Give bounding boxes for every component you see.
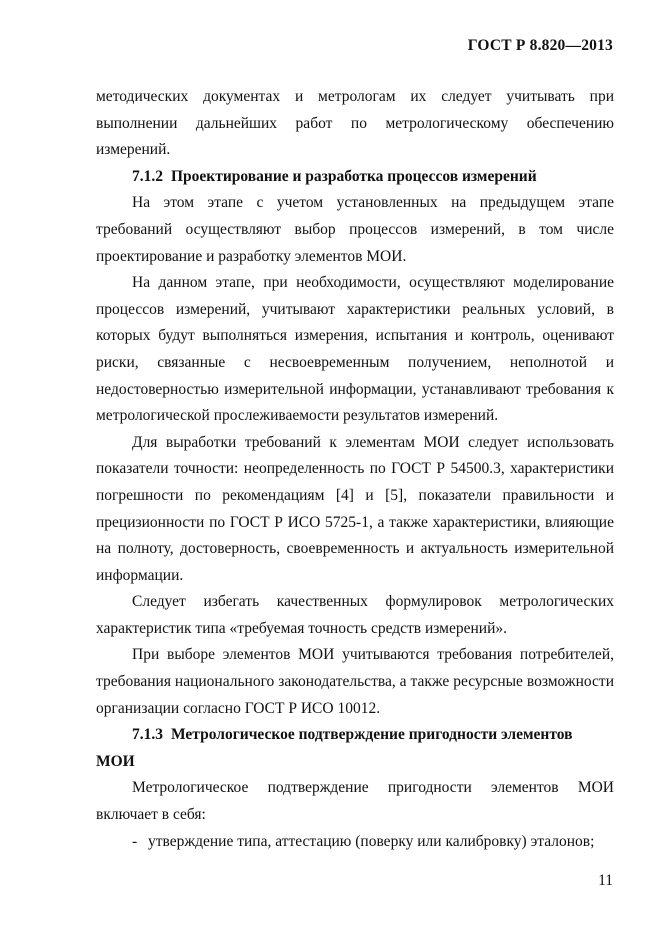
paragraph-continuation: методических документах и метрологам их следует учитывать при выполнении дальнейших работ по метрологическому обеспечению измерений. [96,88,614,159]
section-title: Проектирование и разработка процессов измерений [171,167,537,185]
paragraph: Для выработки требований к элементам МОИ следует использовать показатели точности: неопределенность по ГОСТ Р 54500.3, характеристики погрешности по рекомендациям [4] и [5], показатели правильности и прецизионности по ГОСТ Р ИСО 5725-1, а также характеристики, влияющие на полноту, достоверность, своевременность и актуальность измерительной информации. [96,433,614,584]
paragraph: При выборе элементов МОИ учитываются требования потребителей, требования национального законодательства, а также ресурсные возможности организации согласно ГОСТ Р ИСО 10012. [96,646,614,717]
document-code: ГОСТ Р 8.820—2013 [467,37,613,54]
paragraph: Метрологическое подтверждение пригодности элементов МОИ включает в себя: [96,779,614,824]
section-heading-7-1-2 [96,164,614,191]
section-number: 7.1.2 [132,167,163,185]
paragraph: На данном этапе, при необходимости, осуществляют моделирование процессов измерений, учитывают характеристики реальных условий, в которых будут выполняться измерения, испытания и контроль, оценивают риски, связанные с несвоевременным получением, неполнотой и недостоверностью измерительной информации, устанавливают требования к метрологической прослеживаемости результатов измерений. [96,274,614,425]
section-number: 7.1.3 [132,726,163,744]
list-item-text: утверждение типа, аттестацию (поверку или калибровку) эталонов; [148,832,595,850]
section-heading-7-1-3 [96,722,614,775]
paragraph: На этом этапе с учетом установленных на предыдущем этапе требований осуществляют выбор процессов измерений, в том числе проектирование и разработку элементов МОИ. [96,194,614,265]
page-body [96,84,614,855]
page-number: 11 [598,872,613,889]
list-bullet: - [132,832,138,850]
list-item [96,829,614,856]
paragraph: Следует избегать качественных формулировок метрологических характеристик типа «требуемая точность средств измерений». [96,593,614,637]
section-title: Метрологическое подтверждение пригодности элементов МОИ [96,726,573,770]
